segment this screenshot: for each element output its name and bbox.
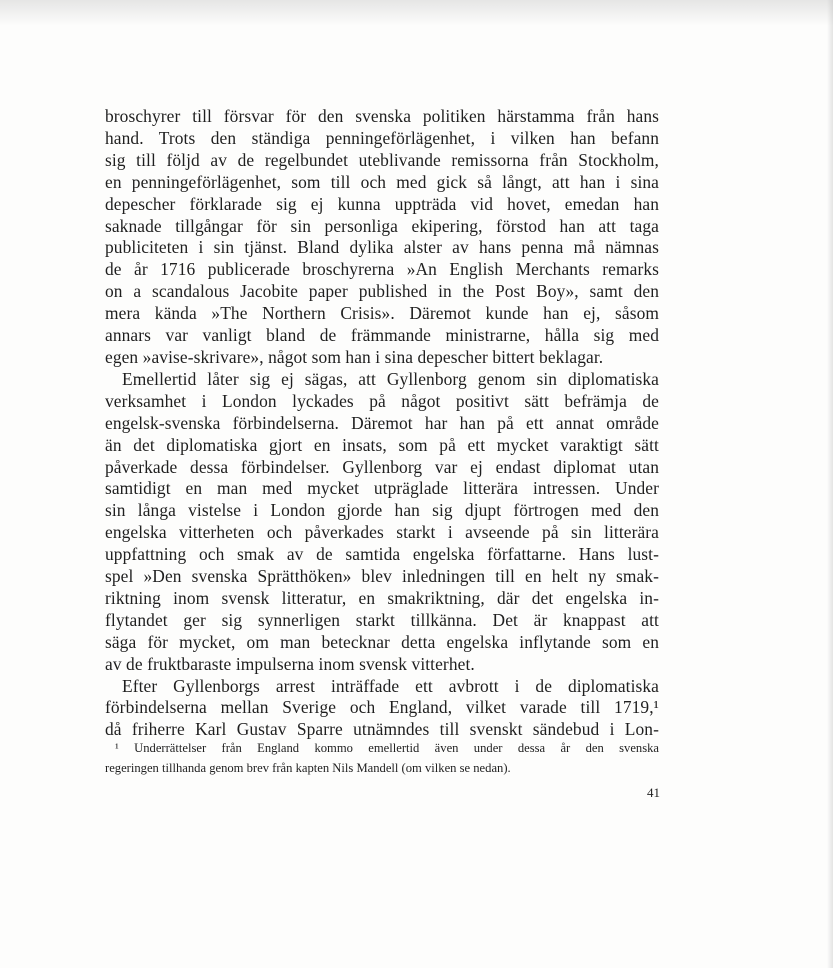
scan-top-shadow xyxy=(0,0,833,26)
text-line: publiciteten i sin tjänst. Bland dylika alster av hans penna må nämnas xyxy=(105,237,659,258)
text-line: riktning inom svensk litteratur, en smakriktning, där det engelska in- xyxy=(105,587,659,608)
text-line: en penningeförlägenhet, som till och med gick så långt, att han i sina xyxy=(105,171,659,192)
text-line: säga för mycket, om man betecknar detta engelska inflytande som en xyxy=(105,631,659,652)
footnote-line: regeringen tillhanda genom brev från kapten Nils Mandell (om vilken se nedan). xyxy=(105,760,511,775)
paragraph-3 xyxy=(105,676,659,742)
footnote-line: ¹ Underrättelser från England kommo emellertid även under dessa år den svenska xyxy=(115,741,659,755)
text-line: Emellertid låter sig ej sägas, att Gyllenborg genom sin diplomatiska xyxy=(122,368,659,389)
text-line: sin långa vistelse i London gjorde han sig djupt förtrogen med den xyxy=(105,500,659,521)
text-line: av de fruktbaraste impulserna inom svensk vitterhet. xyxy=(105,653,475,674)
footnote xyxy=(105,739,659,778)
text-line: samtidigt en man med mycket utpräglade litterära intressen. Under xyxy=(105,478,659,499)
paragraph-2 xyxy=(105,369,659,676)
text-line: hand. Trots den ständiga penningeförlägenhet, i vilken han befann xyxy=(105,127,659,148)
paragraph-1 xyxy=(105,106,659,369)
text-line: sig till följd av de regelbundet uteblivande remissorna från Stockholm, xyxy=(105,149,659,170)
text-line: de år 1716 publicerade broschyrerna »An English Merchants remarks xyxy=(105,259,659,280)
text-line: annars var vanligt bland de främmande ministrarne, hålla sig med xyxy=(105,325,659,346)
text-line: on a scandalous Jacobite paper published in the Post Boy», samt den xyxy=(105,281,659,302)
text-line: då friherre Karl Gustav Sparre utnämndes till svenskt sändebud i Lon- xyxy=(105,719,659,740)
text-line: mera kända »The Northern Crisis». Däremot kunde han ej, såsom xyxy=(105,303,659,324)
text-line: engelska vitterheten och påverkades starkt i avseende på sin litterära xyxy=(105,522,659,543)
text-line: påverkade dessa förbindelser. Gyllenborg var ej endast diplomat utan xyxy=(105,456,659,477)
text-line: flytandet ger sig synnerligen starkt tillkänna. Det är knappast att xyxy=(105,609,659,630)
text-line: förbindelserna mellan Sverige och England, vilket varade till 1719,¹ xyxy=(105,697,659,718)
page-number: 41 xyxy=(647,785,660,800)
text-line: verksamhet i London lyckades på något positivt sätt befrämja de xyxy=(105,390,659,411)
text-line: spel »Den svenska Sprätthöken» blev inledningen till en helt ny smak- xyxy=(105,566,659,587)
body-text xyxy=(105,106,659,741)
text-line: uppfattning och smak av de samtida engelska författarne. Hans lust- xyxy=(105,544,659,565)
text-line: saknade tillgångar för sin personliga ekipering, förstod han att taga xyxy=(105,215,659,236)
text-line: än det diplomatiska gjort en insats, som på ett mycket varaktigt sätt xyxy=(105,434,659,455)
text-line: Efter Gyllenborgs arrest inträffade ett avbrott i de diplomatiska xyxy=(122,675,659,696)
text-line: egen »avise-skrivare», något som han i sina depescher bittert beklagar. xyxy=(105,346,604,367)
text-line: broschyrer till försvar för den svenska politiken härstamma från hans xyxy=(105,106,659,126)
text-line: depescher förklarade sig ej kunna uppträda vid hovet, emedan han xyxy=(105,193,659,214)
scan-right-edge xyxy=(827,0,833,968)
text-line: engelsk-svenska förbindelserna. Däremot har han på ett annat område xyxy=(105,412,659,433)
